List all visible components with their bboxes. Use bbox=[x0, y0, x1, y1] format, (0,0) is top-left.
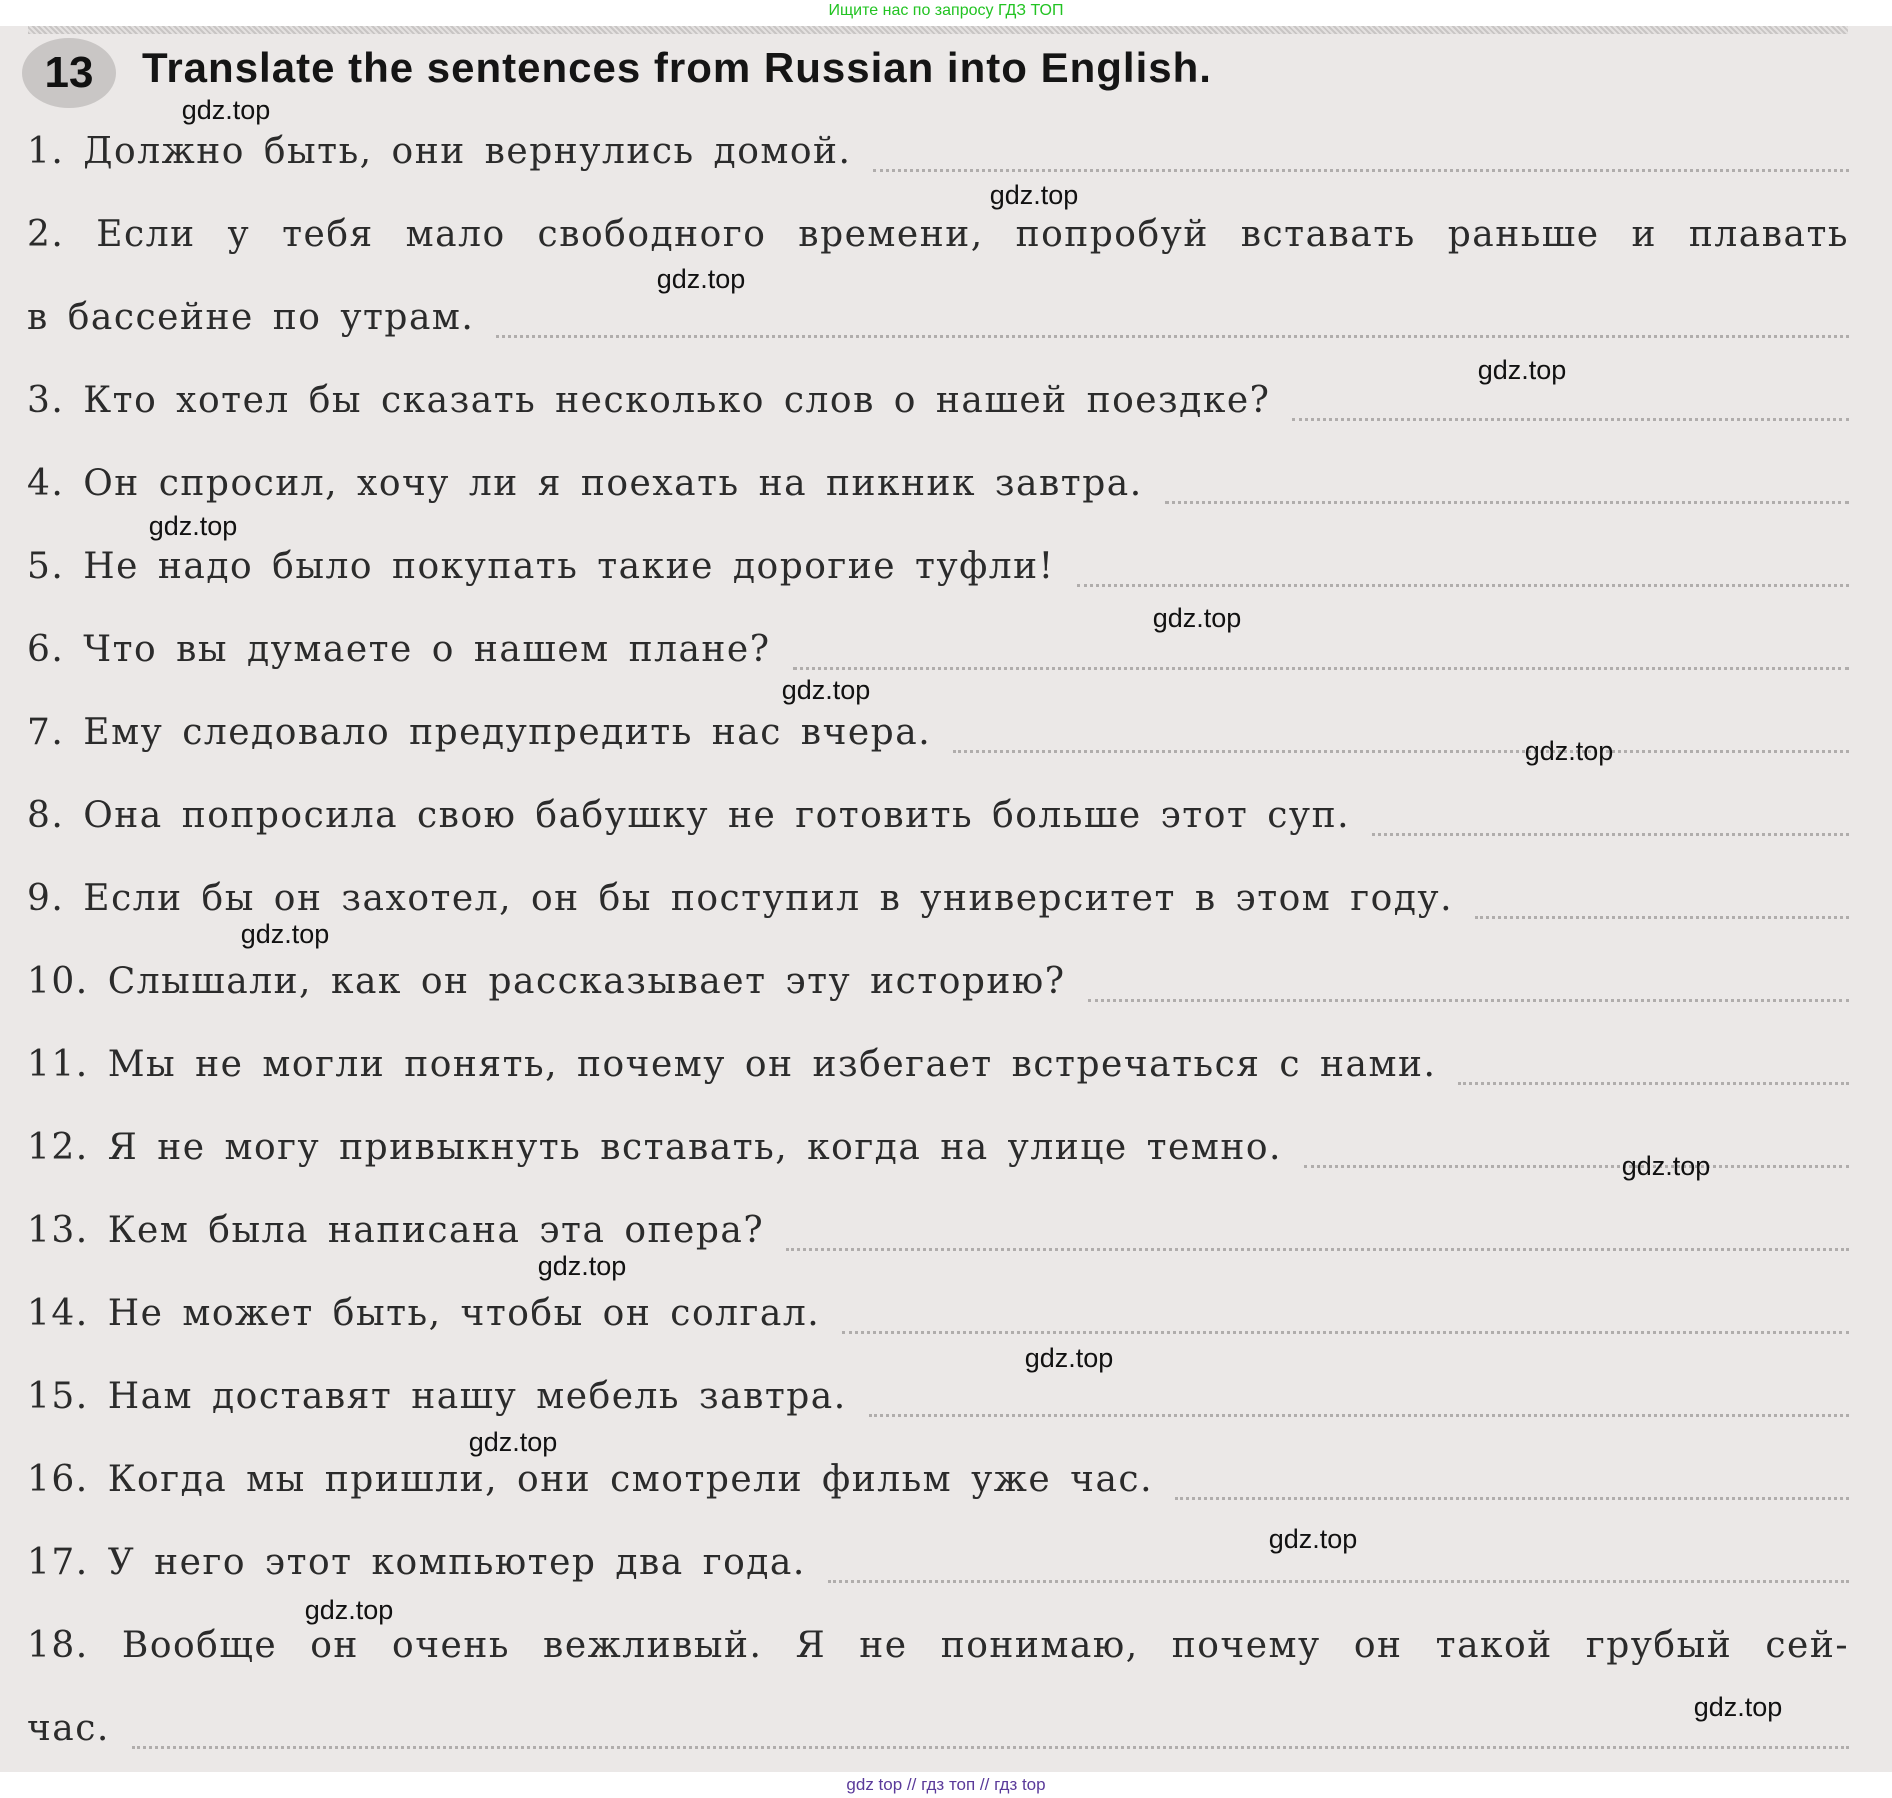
sentence-row: 17. У него этот компьютер два года. bbox=[27, 1521, 1849, 1604]
answer-line[interactable] bbox=[1088, 999, 1849, 1002]
answer-line[interactable] bbox=[869, 1414, 1849, 1417]
answer-line[interactable] bbox=[1304, 1165, 1849, 1168]
answer-line[interactable] bbox=[1372, 833, 1849, 836]
sentence-row: час. bbox=[27, 1687, 1849, 1770]
answer-line[interactable] bbox=[1175, 1497, 1849, 1500]
watermark: gdz.top bbox=[1152, 603, 1242, 633]
sentence-row: 3. Кто хотел бы сказать несколько слов о нашей поездке? bbox=[27, 359, 1849, 442]
sentence-row: 2. Если у тебя мало свободного времени, попробуй вставать раньше и плавать bbox=[27, 214, 1849, 255]
sentence-row: 4. Он спросил, хочу ли я поехать на пикник завтра. bbox=[27, 442, 1849, 525]
sentence-row: 6. Что вы думаете о нашем плане? bbox=[27, 608, 1849, 691]
answer-line[interactable] bbox=[496, 335, 1849, 338]
watermark: gdz.top bbox=[537, 1251, 627, 1281]
top-banner bbox=[0, 0, 1892, 26]
sentence-row: 16. Когда мы пришли, они смотрели фильм уже час. bbox=[27, 1438, 1849, 1521]
watermark: gdz.top bbox=[1268, 1524, 1358, 1554]
answer-line[interactable] bbox=[793, 667, 1849, 670]
exercise-number-badge: 13 bbox=[22, 38, 116, 108]
sentence-row: 14. Не может быть, чтобы он солгал. bbox=[27, 1272, 1849, 1355]
answer-line[interactable] bbox=[828, 1580, 1849, 1583]
answer-line[interactable] bbox=[1077, 584, 1849, 587]
watermark: gdz.top bbox=[1477, 355, 1567, 385]
sentence-row: 8. Она попросила свою бабушку не готовить больше этот суп. bbox=[27, 774, 1849, 857]
watermark: gdz.top bbox=[148, 511, 238, 541]
watermark: gdz.top bbox=[1621, 1151, 1711, 1181]
watermark: gdz.top bbox=[781, 675, 871, 705]
sentence-row: 13. Кем была написана эта опера? bbox=[27, 1189, 1849, 1272]
watermark: gdz.top bbox=[181, 95, 271, 125]
answer-line[interactable] bbox=[132, 1746, 1849, 1749]
sentence-row: 10. Слышали, как он рассказывает эту историю? bbox=[27, 940, 1849, 1023]
answer-line[interactable] bbox=[842, 1331, 1849, 1334]
watermark: gdz.top bbox=[1024, 1343, 1114, 1373]
watermark: gdz.top bbox=[240, 919, 330, 949]
sentence-row: 5. Не надо было покупать такие дорогие туфли! bbox=[27, 525, 1849, 608]
sentence-row: 11. Мы не могли понять, почему он избегает встречаться с нами. bbox=[27, 1023, 1849, 1106]
answer-line[interactable] bbox=[1475, 916, 1849, 919]
answer-line[interactable] bbox=[1458, 1082, 1849, 1085]
watermark: gdz.top bbox=[304, 1595, 394, 1625]
sentence-row: 9. Если бы он захотел, он бы поступил в университет в этом году. bbox=[27, 857, 1849, 940]
sentence-row: 18. Вообще он очень вежливый. Я не понимаю, почему он такой грубый сей- bbox=[27, 1625, 1849, 1666]
answer-line[interactable] bbox=[1292, 418, 1849, 421]
sentence-row: 1. Должно быть, они вернулись домой. bbox=[27, 110, 1849, 193]
watermark: gdz.top bbox=[989, 180, 1079, 210]
sentence-row: 12. Я не могу привыкнуть вставать, когда на улице темно. bbox=[27, 1106, 1849, 1189]
top-banner-text: Ищите нас по запросу ГДЗ ТОП bbox=[828, 2, 1064, 19]
watermark: gdz.top bbox=[656, 264, 746, 294]
bottom-banner-text: gdz top // гдз топ // гдз top bbox=[846, 1775, 1046, 1794]
sentence-row: 15. Нам доставят нашу мебель завтра. bbox=[27, 1355, 1849, 1438]
exercise-title: Translate the sentences from Russian into English. bbox=[142, 44, 1212, 91]
answer-line[interactable] bbox=[1165, 501, 1849, 504]
answer-line[interactable] bbox=[953, 750, 1849, 753]
header-rule bbox=[28, 26, 1848, 34]
watermark: gdz.top bbox=[1693, 1692, 1783, 1722]
answer-line[interactable] bbox=[786, 1248, 1849, 1251]
bottom-banner bbox=[0, 1772, 1892, 1798]
sentence-row: в бассейне по утрам. bbox=[27, 276, 1849, 359]
textbook-page bbox=[0, 26, 1892, 1772]
sentence-row: 7. Ему следовало предупредить нас вчера. bbox=[27, 691, 1849, 774]
answer-line[interactable] bbox=[873, 169, 1849, 172]
watermark: gdz.top bbox=[1524, 736, 1614, 766]
watermark: gdz.top bbox=[468, 1427, 558, 1457]
